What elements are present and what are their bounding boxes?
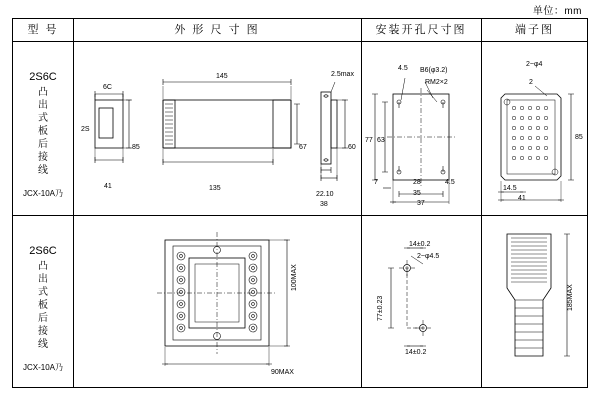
row2-model-code: 2S6C — [29, 245, 57, 257]
unit-note: 单位：mm — [532, 6, 582, 17]
row1-term-41: 41 — [518, 195, 526, 202]
row1-cut-37: 37 — [417, 200, 425, 207]
row2-cut-2phi45: 2~φ4.5 — [417, 253, 440, 260]
row1-cut-45-bottom: 4.5 — [445, 179, 455, 186]
row1-dim-2210: 22.10 — [316, 191, 334, 198]
row1-cut-b6: B6(φ3.2) — [420, 67, 448, 74]
row2-model-desc-text: 凸出式板后接线 — [38, 261, 48, 350]
row2-cut-77: 77±0.23 — [377, 295, 384, 321]
row1-dim-25max: 2.5max — [331, 71, 354, 78]
header-terminal: 端子图 — [515, 24, 554, 36]
row1-model-sub: JCX-10A乃 — [22, 189, 63, 198]
row1-term-2: 2 — [529, 79, 533, 86]
row1-cut-63: 63 — [377, 137, 385, 144]
row2-model-cell — [13, 245, 73, 374]
header-outline: 外 形 尺 寸 图 — [174, 24, 260, 36]
row1-cut-28: 28 — [413, 179, 421, 186]
row1-cut-7: 7 — [374, 179, 378, 186]
row2-outline-drawing — [73, 216, 361, 388]
row2-model-sub: JCX-10A乃 — [22, 363, 63, 372]
row1-dim-67: 67 — [299, 144, 307, 151]
row1-cut-45-top: 4.5 — [398, 65, 408, 72]
row1-model-desc-text: 凸出式板后接线 — [38, 87, 48, 176]
row1-model-desc — [13, 86, 73, 177]
row1-dim-145: 145 — [216, 73, 228, 80]
row1-cut-35: 35 — [413, 190, 421, 197]
spec-table — [12, 18, 588, 388]
row1-term-85: 85 — [575, 134, 583, 141]
header-cutout: 安装开孔尺寸图 — [375, 24, 467, 36]
row1-cut-77: 77 — [365, 137, 373, 144]
row1-model-cell — [13, 71, 73, 200]
row1-term-2phi4: 2~φ4 — [526, 61, 543, 68]
row2-cut-14-bottom: 14±0.2 — [405, 349, 427, 356]
row1-dim-38: 38 — [320, 201, 328, 208]
row1-dim-135: 135 — [209, 185, 221, 192]
row1-cut-rm2: RM2×2 — [425, 79, 448, 86]
header-model: 型 号 — [27, 24, 59, 36]
row1-dim-2s: 2S — [81, 126, 90, 133]
row1-term-145: 14.5 — [503, 185, 517, 192]
row1-dim-6c: 6C — [103, 84, 112, 91]
row2-dim-100max: 100MAX — [291, 264, 298, 291]
row1-dim-85: 85 — [132, 144, 140, 151]
row1-model-code: 2S6C — [29, 71, 57, 83]
row2-term-185max: 185MAX — [567, 284, 574, 311]
row2-model-desc — [13, 260, 73, 351]
row1-dim-41: 41 — [104, 183, 112, 190]
row1-dim-60: 60 — [348, 144, 356, 151]
row2-dim-90max: 90MAX — [271, 369, 294, 376]
row2-cut-14-top: 14±0.2 — [409, 241, 431, 248]
